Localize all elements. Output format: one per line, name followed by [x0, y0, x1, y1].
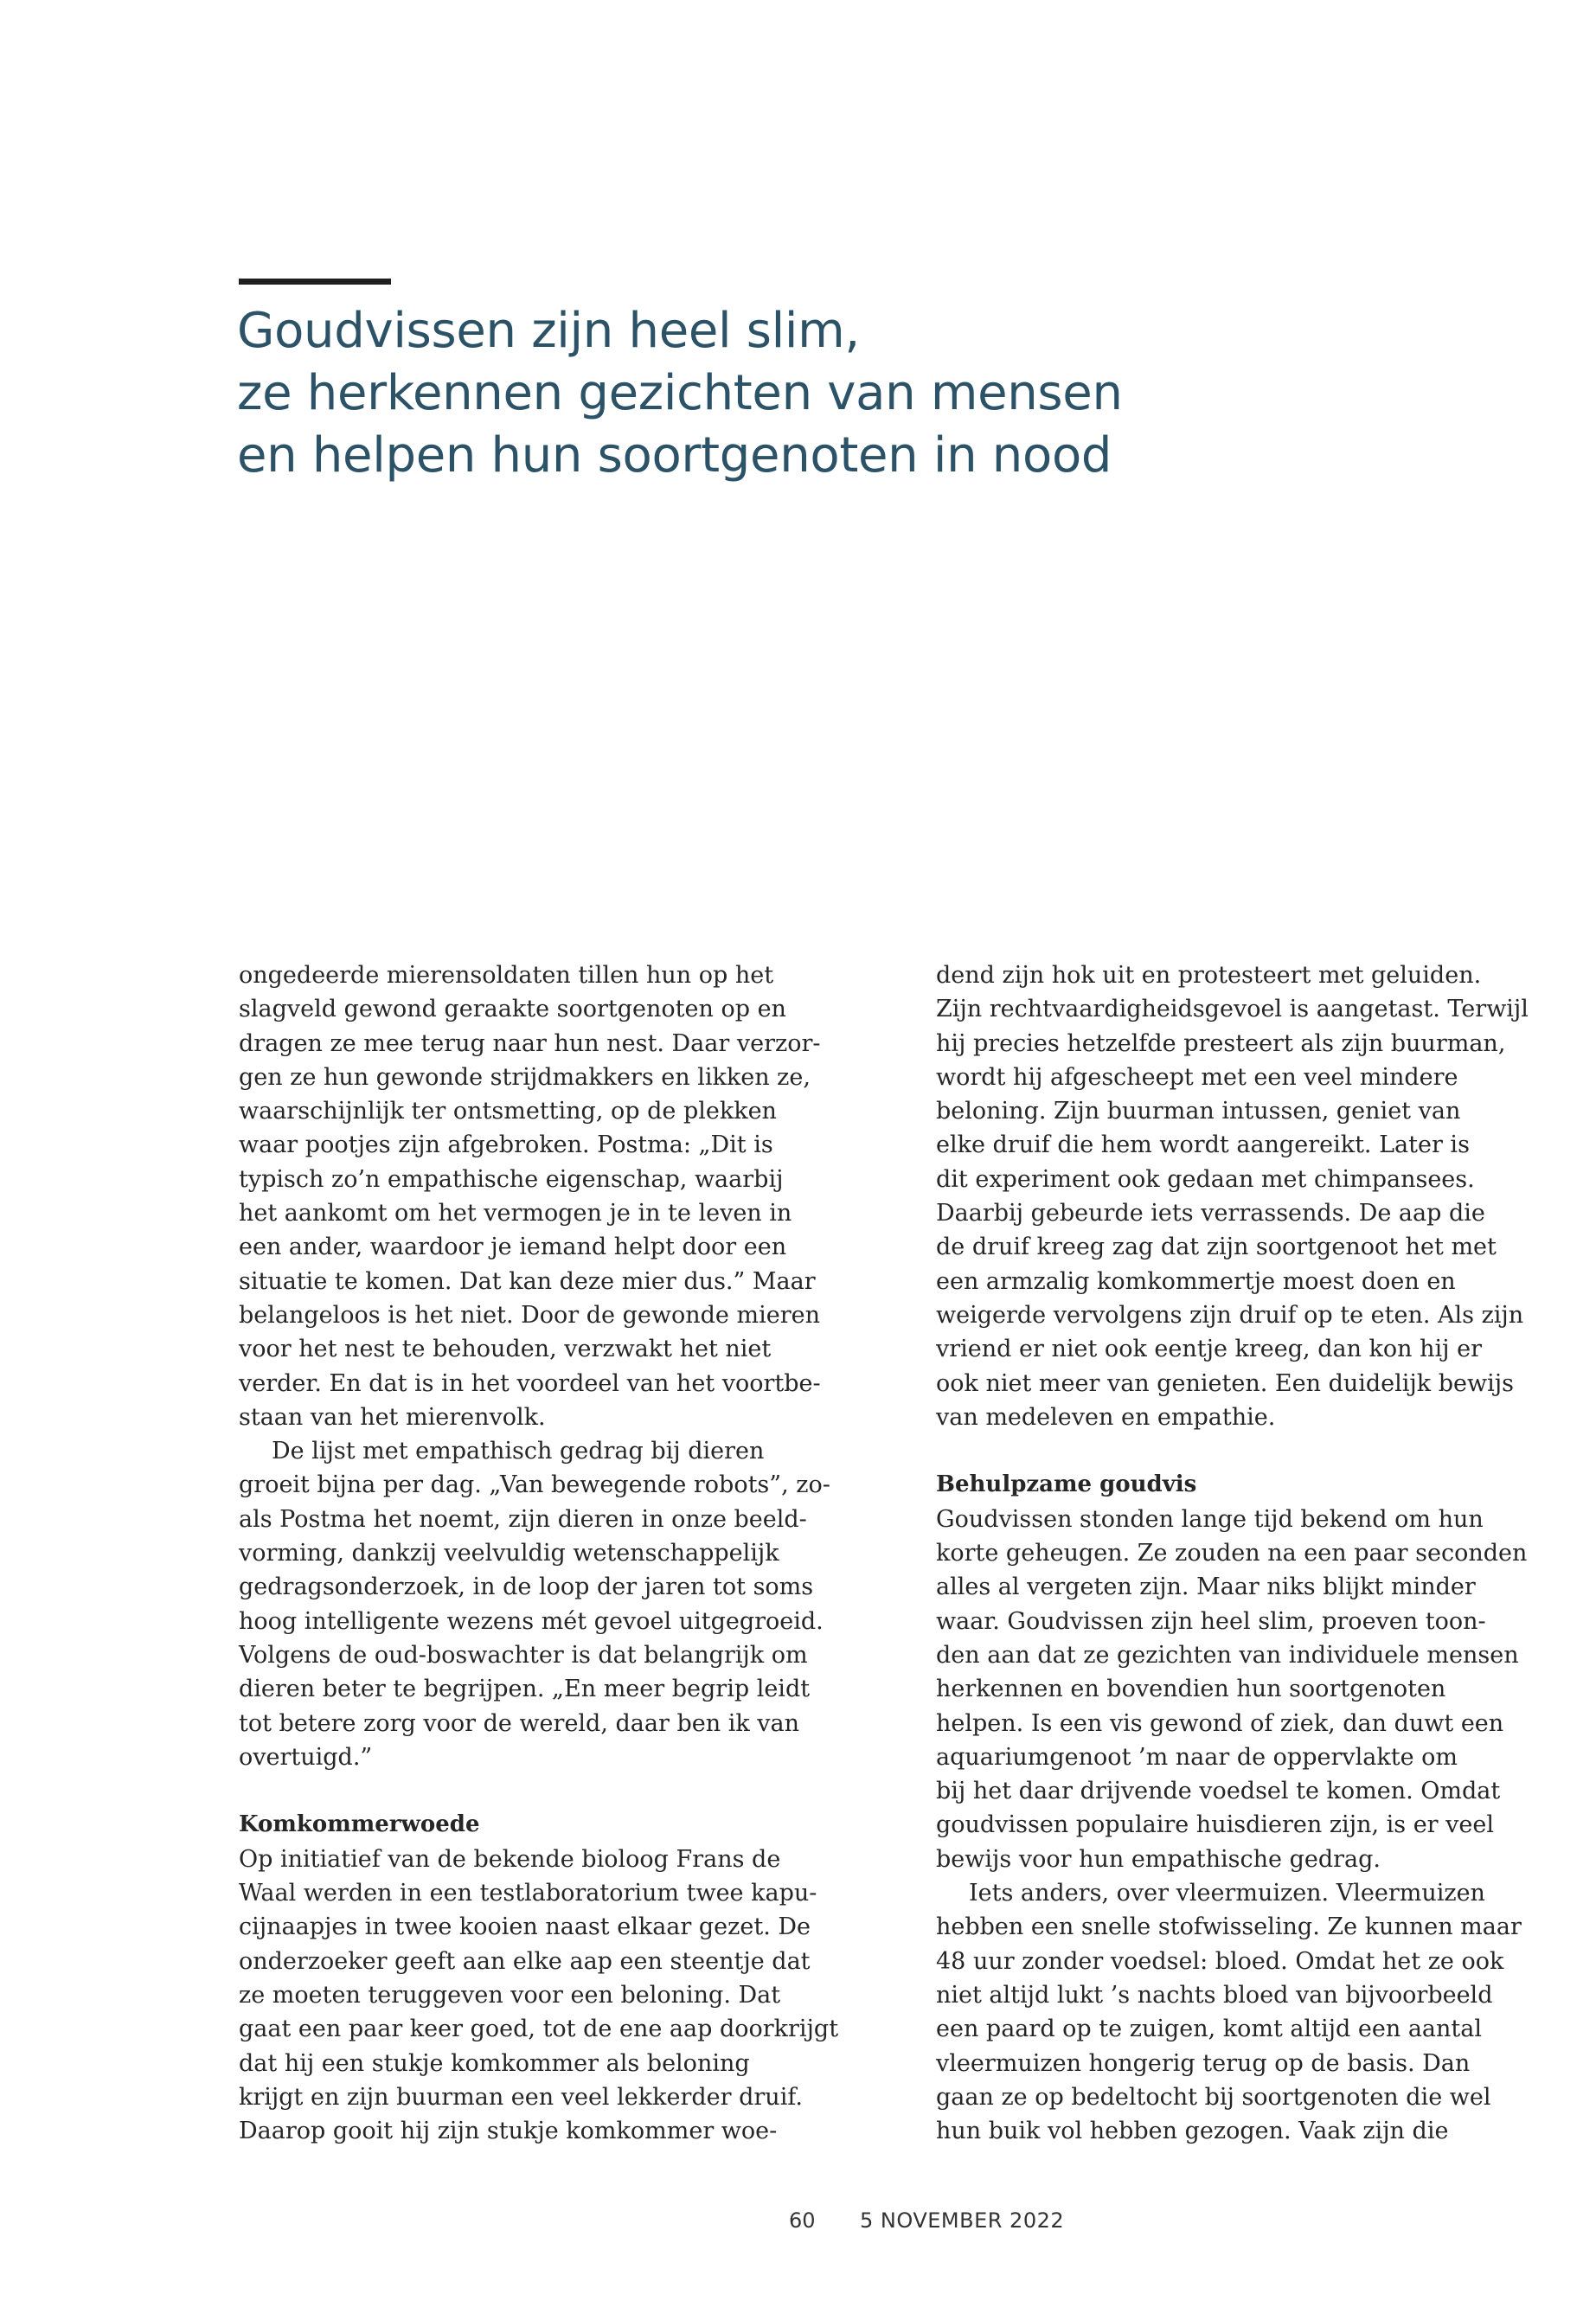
- text-line: korte geheugen. Ze zouden na een paar seconden: [936, 1540, 1528, 1567]
- text-line: hun buik vol hebben gezogen. Vaak zijn die: [936, 2118, 1449, 2145]
- headline-line: Goudvissen zijn heel slim,: [237, 303, 860, 359]
- text-line: bij het daar drijvende voedsel te komen. Omdat: [936, 1778, 1501, 1805]
- text-line: 48 uur zonder voedsel: bloed. Omdat het ze ook: [936, 1947, 1504, 1975]
- right-column: [936, 958, 1529, 2148]
- paragraph-gap: [239, 1774, 792, 1808]
- text-line: ze moeten teruggeven voor een beloning. Dat: [239, 1981, 781, 2009]
- text-line: een paard op te zuigen, komt altijd een aantal: [936, 2016, 1482, 2043]
- text-line: beloning. Zijn buurman intussen, geniet van: [936, 1098, 1461, 1125]
- text-line: Daarop gooit hij zijn stukje komkommer woe-: [239, 2118, 778, 2145]
- text-line: herkennen en bovendien hun soortgenoten: [936, 1676, 1446, 1703]
- text-line: staan van het mierenvolk.: [239, 1403, 546, 1431]
- text-line: den aan dat ze gezichten van individuele mensen: [936, 1641, 1519, 1669]
- text-line: gaan ze op bedeltocht bij soortgenoten die wel: [936, 2083, 1491, 2111]
- text-line: als Postma het noemt, zijn dieren in onze beeld-: [239, 1505, 807, 1533]
- section-subheading: Behulpzame goudvis: [936, 1471, 1197, 1498]
- paragraph-gap: [936, 1434, 1490, 1468]
- text-line: overtuigd.”: [239, 1743, 373, 1771]
- text-line: Volgens de oud-boswachter is dat belangrijk om: [239, 1641, 808, 1669]
- text-line: Zijn rechtvaardigheidsgevoel is aangetast. Terwijl: [936, 996, 1529, 1023]
- text-line: van medeleven en empathie.: [936, 1403, 1276, 1431]
- issue-date: 5 NOVEMBER 2022: [860, 2208, 1065, 2233]
- text-line: weigerde vervolgens zijn druif op te eten. Als zijn: [936, 1301, 1524, 1329]
- text-line: gaat een paar keer goed, tot de ene aap doorkrijgt: [239, 2016, 839, 2043]
- headline-line: en helpen hun soortgenoten in nood: [237, 427, 1112, 484]
- text-line: ook niet meer van genieten. Een duidelijk bewijs: [936, 1369, 1514, 1397]
- page-number: 60: [789, 2208, 816, 2233]
- text-line: bewijs voor hun empathische gedrag.: [936, 1845, 1381, 1873]
- text-line: gedragsonderzoek, in de loop der jaren tot soms: [239, 1574, 814, 1601]
- text-line: Goudvissen stonden lange tijd bekend om hun: [936, 1505, 1484, 1533]
- text-line: alles al vergeten zijn. Maar niks blijkt minder: [936, 1574, 1476, 1601]
- text-line: Op initiatief van de bekende bioloog Frans de: [239, 1845, 781, 1873]
- text-line: waar pootjes zijn afgebroken. Postma: „Dit is: [239, 1131, 773, 1159]
- paragraph-first-line: Iets anders, over vleermuizen. Vleermuizen: [969, 1880, 1485, 1907]
- text-line: vorming, dankzij veelvuldig wetenschappelijk: [239, 1540, 779, 1567]
- text-line: slagveld gewond geraakte soortgenoten op en: [239, 996, 786, 1023]
- text-line: onderzoeker geeft aan elke aap een steentje dat: [239, 1947, 811, 1975]
- text-line: dat hij een stukje komkommer als beloning: [239, 2049, 750, 2077]
- text-line: wordt hij afgescheept met een veel mindere: [936, 1063, 1458, 1091]
- text-line: helpen. Is een vis gewond of ziek, dan duwt een: [936, 1709, 1504, 1737]
- text-line: typisch zo’n empathische eigenschap, waarbij: [239, 1165, 784, 1193]
- text-line: belangeloos is het niet. Door de gewonde mieren: [239, 1301, 820, 1329]
- text-line: goudvissen populaire huisdieren zijn, is er veel: [936, 1811, 1495, 1839]
- headline-rule: [239, 279, 391, 285]
- text-line: elke druif die hem wordt aangereikt. Later is: [936, 1131, 1470, 1159]
- left-column: [239, 958, 839, 2148]
- text-line: groeit bijna per dag. „Van bewegende robots”, zo-: [239, 1471, 830, 1499]
- text-line: cijnaapjes in twee kooien naast elkaar gezet. De: [239, 1913, 811, 1941]
- text-line: voor het nest te behouden, verzwakt het niet: [239, 1336, 772, 1363]
- text-line: dieren beter te begrijpen. „En meer begrip leidt: [239, 1676, 811, 1703]
- section-subheading: Komkommerwoede: [239, 1811, 480, 1838]
- text-line: waarschijnlijk ter ontsmetting, op de plekken: [239, 1098, 777, 1125]
- text-line: vriend er niet ook eentje kreeg, dan kon hij er: [936, 1336, 1482, 1363]
- text-line: een ander, waardoor je iemand helpt door een: [239, 1234, 787, 1261]
- text-line: dend zijn hok uit en protesteert met geluiden.: [936, 962, 1482, 989]
- text-line: hebben een snelle stofwisseling. Ze kunnen maar: [936, 1913, 1522, 1941]
- text-line: dit experiment ook gedaan met chimpansees.: [936, 1165, 1475, 1193]
- text-line: verder. En dat is in het voordeel van het voortbe-: [239, 1369, 821, 1397]
- text-line: gen ze hun gewonde strijdmakkers en likken ze,: [239, 1063, 811, 1091]
- text-line: hoog intelligente wezens mét gevoel uitgegroeid.: [239, 1607, 824, 1635]
- text-line: een armzalig komkommertje moest doen en: [936, 1267, 1456, 1295]
- paragraph-first-line: De lijst met empathisch gedrag bij dieren: [272, 1438, 765, 1465]
- text-line: tot betere zorg voor de wereld, daar ben ik van: [239, 1709, 800, 1737]
- text-line: hij precies hetzelfde presteert als zijn buurman,: [936, 1029, 1506, 1057]
- text-line: waar. Goudvissen zijn heel slim, proeven toon-: [936, 1607, 1486, 1635]
- text-line: Daarbij gebeurde iets verrassends. De aap die: [936, 1200, 1485, 1227]
- headline-line: ze herkennen gezichten van mensen: [237, 365, 1123, 421]
- text-line: aquariumgenoot ’m naar de oppervlakte om: [936, 1743, 1458, 1771]
- text-line: de druif kreeg zag dat zijn soortgenoot het met: [936, 1234, 1497, 1261]
- text-line: ongedeerde mierensoldaten tillen hun op het: [239, 962, 774, 989]
- article-headline: [237, 300, 1189, 487]
- text-line: vleermuizen hongerig terug op de basis. Dan: [936, 2049, 1471, 2077]
- text-line: krijgt en zijn buurman een veel lekkerder druif.: [239, 2083, 803, 2111]
- text-line: dragen ze mee terug naar hun nest. Daar verzor-: [239, 1029, 821, 1057]
- text-line: Waal werden in een testlaboratorium twee kapu-: [239, 1880, 817, 1907]
- text-line: situatie te komen. Dat kan deze mier dus.” Maar: [239, 1267, 816, 1295]
- text-line: het aankomt om het vermogen je in te leven in: [239, 1200, 792, 1227]
- text-line: niet altijd lukt ’s nachts bloed van bijvoorbeeld: [936, 1981, 1493, 2009]
